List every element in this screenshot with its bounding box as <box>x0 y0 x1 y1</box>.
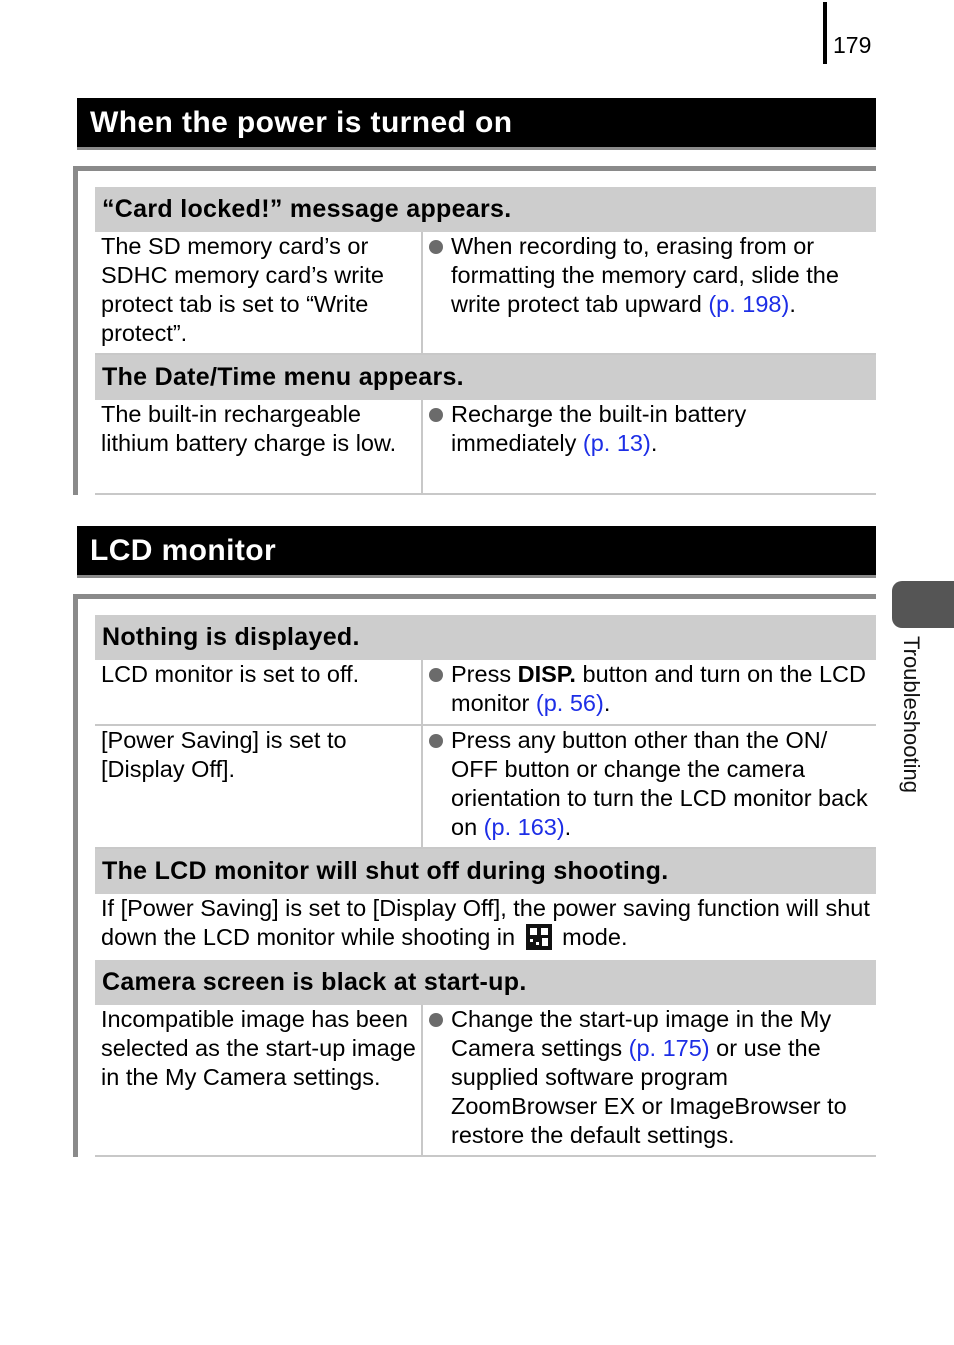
solution-end: . <box>789 291 796 317</box>
page-reference-link[interactable]: (p. 198) <box>708 291 790 317</box>
column-divider <box>421 400 423 493</box>
bullet-icon <box>429 408 443 422</box>
solution-text <box>429 232 869 319</box>
block-left-rule <box>73 166 78 495</box>
table-row <box>95 660 876 726</box>
solution-body: When recording to, erasing from or formatting the memory card, slide the write protect tab upward <box>451 233 839 317</box>
explanation-end: mode. <box>562 924 628 950</box>
solution-end: . <box>603 690 611 716</box>
explanation-text <box>101 894 871 952</box>
table-row <box>95 232 876 355</box>
solution-text <box>429 1005 869 1150</box>
table-row <box>95 400 876 495</box>
solution-end: . <box>564 814 572 840</box>
section-title-power-on: When the power is turned on <box>77 98 876 150</box>
stitch-assist-mode-icon <box>526 924 552 950</box>
cause-text: LCD monitor is set to off. <box>101 661 360 687</box>
solution-text <box>429 400 869 458</box>
page-number: 179 <box>833 32 872 58</box>
bullet-icon <box>429 668 443 682</box>
topic-heading-card-locked: “Card locked!” message appears. <box>95 187 876 232</box>
solution-end: or use the supplied software program ZoomBrowser EX or ImageBrowser to restore the default settings. <box>451 1035 847 1148</box>
cause-text: Incompatible image has been selected as the start-up image in the My Camera settings. <box>101 1006 416 1090</box>
solution-body: button and turn on the LCD monitor <box>451 661 867 716</box>
disp-button-label: DISP. <box>517 661 576 687</box>
topic-heading-date-time: The Date/Time menu appears. <box>95 355 876 400</box>
solution-body: Change the start-up image in the My Camera settings <box>451 1006 832 1061</box>
solution-body: Press <box>451 661 518 687</box>
table-row <box>95 726 876 849</box>
page-reference-link[interactable]: (p. 13) <box>582 430 651 456</box>
column-divider <box>421 726 423 847</box>
solution-text <box>429 726 869 842</box>
table-row <box>95 894 876 960</box>
explanation-body: If [Power Saving] is set to [Display Off], the power saving function will shut down the LCD monitor while shooting in <box>101 895 870 950</box>
solution-end: . <box>650 430 658 456</box>
topic-heading-nothing-displayed: Nothing is displayed. <box>95 615 876 660</box>
chapter-tab-label: Troubleshooting <box>899 636 924 793</box>
solution-body: Recharge the built-in battery immediately <box>451 401 747 456</box>
column-divider <box>421 1005 423 1155</box>
column-divider <box>421 660 423 724</box>
column-divider <box>421 232 423 353</box>
page-reference-link[interactable]: (p. 56) <box>535 690 604 716</box>
page-number-rule <box>823 2 827 64</box>
block-top-rule <box>73 166 876 171</box>
section-title-lcd-monitor: LCD monitor <box>77 526 876 578</box>
bullet-icon <box>429 734 443 748</box>
chapter-tab <box>892 581 954 628</box>
cause-text: The built-in rechargeable lithium battery charge is low. <box>101 401 397 456</box>
block-top-rule <box>73 594 876 599</box>
solution-body: Press any button other than the ON/ OFF button or change the camera orientation to turn the LCD monitor back on <box>451 727 868 840</box>
cause-text: The SD memory card’s or SDHC memory card’s write protect tab is set to “Write protect”. <box>101 233 384 346</box>
page-reference-link[interactable]: (p. 175) <box>628 1035 710 1061</box>
bullet-icon <box>429 1013 443 1027</box>
cause-text: [Power Saving] is set to [Display Off]. <box>101 727 347 782</box>
page-reference-link[interactable]: (p. 163) <box>483 814 565 840</box>
block-left-rule <box>73 594 78 1157</box>
topic-heading-lcd-shut-off: The LCD monitor will shut off during shooting. <box>95 849 876 894</box>
bullet-icon <box>429 240 443 254</box>
table-row <box>95 1005 876 1157</box>
topic-heading-black-screen: Camera screen is black at start-up. <box>95 960 876 1005</box>
solution-text <box>429 660 869 718</box>
